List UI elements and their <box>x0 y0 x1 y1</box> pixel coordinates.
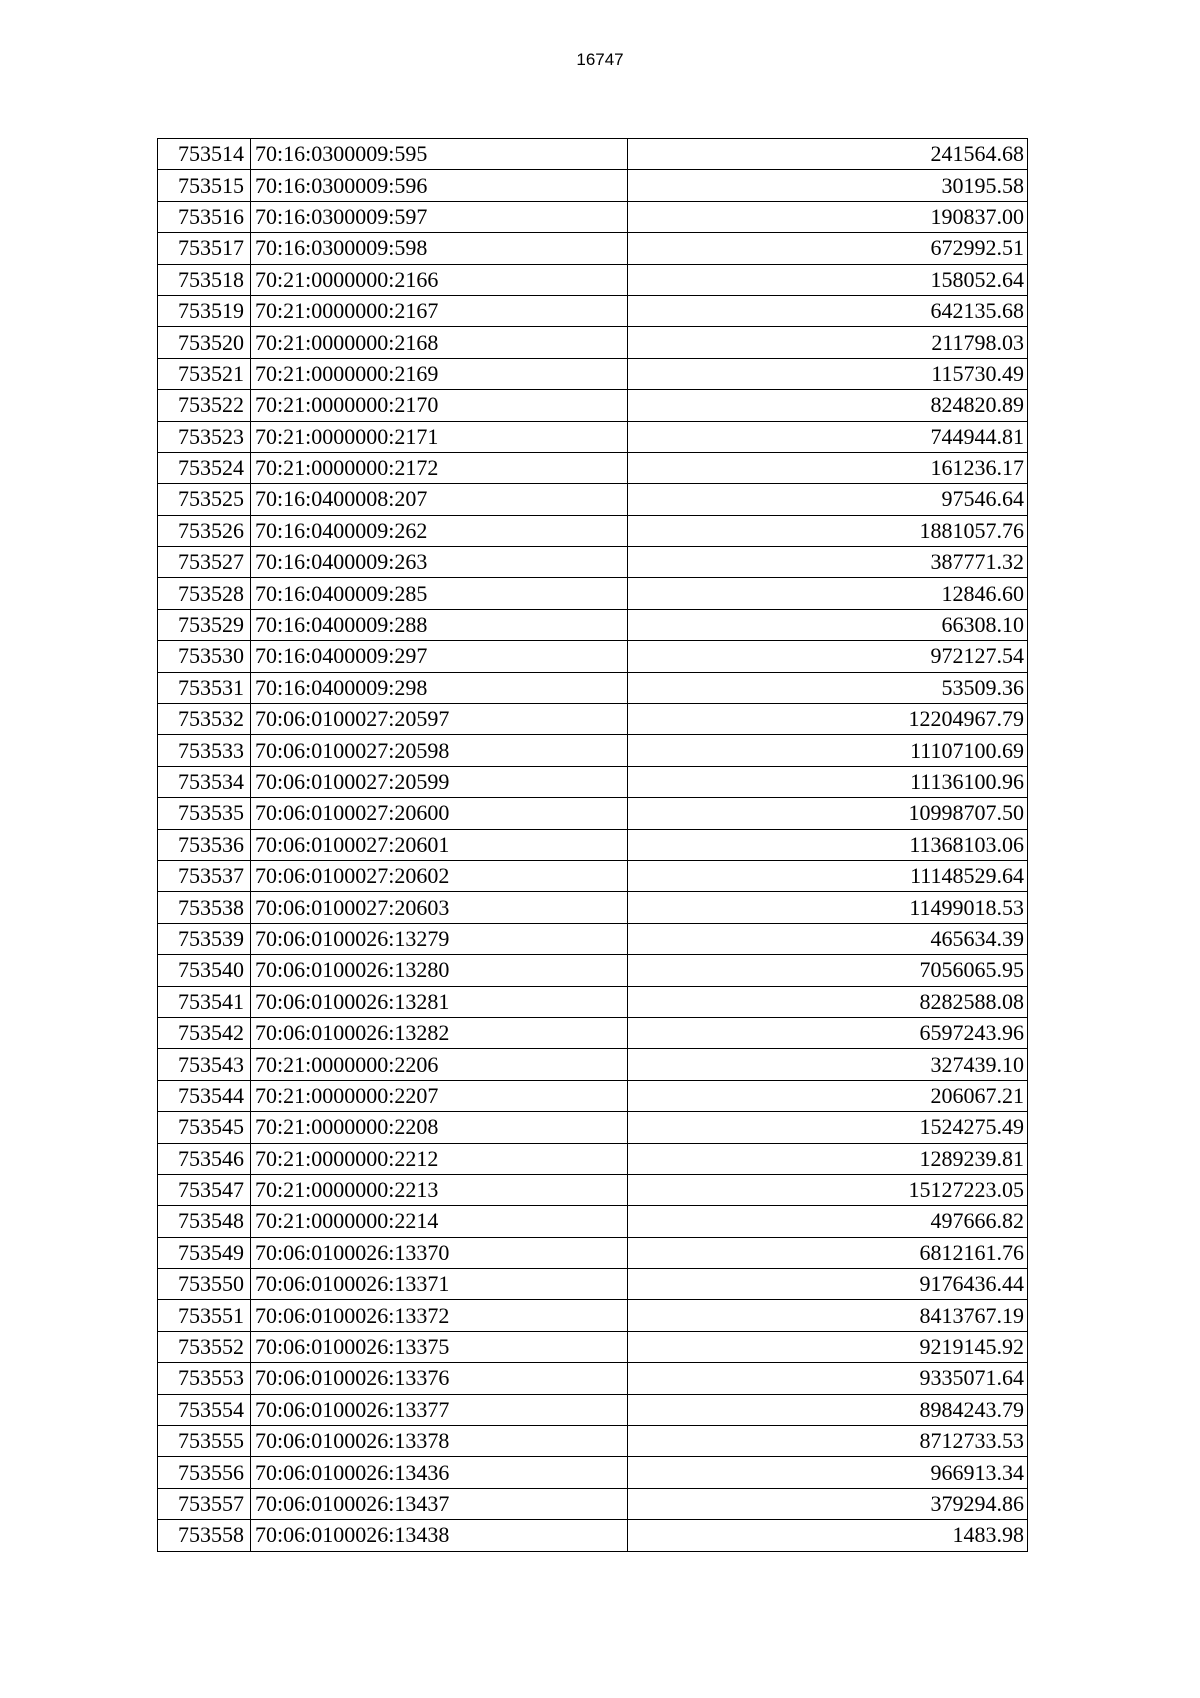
row-number-cell: 753529 <box>158 609 251 640</box>
table-row <box>158 547 1028 578</box>
value-cell: 211798.03 <box>628 327 1028 358</box>
table-row <box>158 327 1028 358</box>
value-cell: 12846.60 <box>628 578 1028 609</box>
table-row <box>158 1112 1028 1143</box>
table-row <box>158 139 1028 170</box>
value-cell: 497666.82 <box>628 1206 1028 1237</box>
value-cell: 8712733.53 <box>628 1426 1028 1457</box>
table-body <box>158 139 1028 1552</box>
table-row <box>158 421 1028 452</box>
row-number-cell: 753533 <box>158 735 251 766</box>
cadastral-number-cell: 70:06:0100027:20603 <box>251 892 628 923</box>
value-cell: 10998707.50 <box>628 798 1028 829</box>
cadastral-number-cell: 70:16:0400009:298 <box>251 672 628 703</box>
cadastral-number-cell: 70:06:0100026:13377 <box>251 1394 628 1425</box>
row-number-cell: 753536 <box>158 829 251 860</box>
value-cell: 241564.68 <box>628 139 1028 170</box>
table-row <box>158 641 1028 672</box>
cadastral-number-cell: 70:21:0000000:2213 <box>251 1174 628 1205</box>
table-row <box>158 735 1028 766</box>
row-number-cell: 753523 <box>158 421 251 452</box>
table-row <box>158 1080 1028 1111</box>
row-number-cell: 753537 <box>158 860 251 891</box>
row-number-cell: 753556 <box>158 1457 251 1488</box>
cadastral-number-cell: 70:06:0100026:13370 <box>251 1237 628 1268</box>
value-cell: 672992.51 <box>628 233 1028 264</box>
table-row <box>158 1174 1028 1205</box>
value-cell: 11107100.69 <box>628 735 1028 766</box>
table-row <box>158 1426 1028 1457</box>
value-cell: 1289239.81 <box>628 1143 1028 1174</box>
table-row <box>158 578 1028 609</box>
row-number-cell: 753530 <box>158 641 251 672</box>
table-row <box>158 955 1028 986</box>
cadastral-number-cell: 70:16:0300009:598 <box>251 233 628 264</box>
value-cell: 465634.39 <box>628 923 1028 954</box>
cadastral-number-cell: 70:06:0100027:20601 <box>251 829 628 860</box>
value-cell: 12204967.79 <box>628 704 1028 735</box>
table-row <box>158 766 1028 797</box>
row-number-cell: 753544 <box>158 1080 251 1111</box>
value-cell: 11499018.53 <box>628 892 1028 923</box>
row-number-cell: 753521 <box>158 358 251 389</box>
value-cell: 15127223.05 <box>628 1174 1028 1205</box>
row-number-cell: 753546 <box>158 1143 251 1174</box>
value-cell: 115730.49 <box>628 358 1028 389</box>
value-cell: 53509.36 <box>628 672 1028 703</box>
row-number-cell: 753520 <box>158 327 251 358</box>
value-cell: 11368103.06 <box>628 829 1028 860</box>
row-number-cell: 753543 <box>158 1049 251 1080</box>
value-cell: 744944.81 <box>628 421 1028 452</box>
row-number-cell: 753555 <box>158 1426 251 1457</box>
cadastral-number-cell: 70:21:0000000:2170 <box>251 390 628 421</box>
cadastral-number-cell: 70:06:0100027:20599 <box>251 766 628 797</box>
value-cell: 327439.10 <box>628 1049 1028 1080</box>
row-number-cell: 753554 <box>158 1394 251 1425</box>
row-number-cell: 753528 <box>158 578 251 609</box>
table-row <box>158 892 1028 923</box>
row-number-cell: 753516 <box>158 201 251 232</box>
cadastral-number-cell: 70:06:0100026:13372 <box>251 1300 628 1331</box>
row-number-cell: 753542 <box>158 1017 251 1048</box>
table-row <box>158 1017 1028 1048</box>
cadastral-number-cell: 70:06:0100027:20602 <box>251 860 628 891</box>
cadastral-number-cell: 70:21:0000000:2172 <box>251 452 628 483</box>
row-number-cell: 753534 <box>158 766 251 797</box>
table-row <box>158 1269 1028 1300</box>
cadastral-number-cell: 70:06:0100026:13375 <box>251 1331 628 1362</box>
row-number-cell: 753552 <box>158 1331 251 1362</box>
value-cell: 824820.89 <box>628 390 1028 421</box>
value-cell: 190837.00 <box>628 201 1028 232</box>
cadastral-number-cell: 70:06:0100026:13279 <box>251 923 628 954</box>
cadastral-number-cell: 70:16:0400009:288 <box>251 609 628 640</box>
value-cell: 9219145.92 <box>628 1331 1028 1362</box>
row-number-cell: 753541 <box>158 986 251 1017</box>
row-number-cell: 753524 <box>158 452 251 483</box>
cadastral-number-cell: 70:21:0000000:2168 <box>251 327 628 358</box>
value-cell: 966913.34 <box>628 1457 1028 1488</box>
row-number-cell: 753549 <box>158 1237 251 1268</box>
table-row <box>158 1143 1028 1174</box>
value-cell: 387771.32 <box>628 547 1028 578</box>
value-cell: 642135.68 <box>628 295 1028 326</box>
value-cell: 379294.86 <box>628 1488 1028 1519</box>
cadastral-number-cell: 70:06:0100026:13281 <box>251 986 628 1017</box>
row-number-cell: 753558 <box>158 1520 251 1551</box>
table-row <box>158 1363 1028 1394</box>
cadastral-number-cell: 70:16:0300009:597 <box>251 201 628 232</box>
cadastral-number-cell: 70:21:0000000:2206 <box>251 1049 628 1080</box>
cadastral-number-cell: 70:06:0100027:20598 <box>251 735 628 766</box>
table-row <box>158 264 1028 295</box>
table-row <box>158 201 1028 232</box>
table-row <box>158 295 1028 326</box>
cadastral-number-cell: 70:16:0400009:297 <box>251 641 628 672</box>
value-cell: 11136100.96 <box>628 766 1028 797</box>
table-row <box>158 358 1028 389</box>
page-number: 16747 <box>576 50 624 69</box>
cadastral-number-cell: 70:16:0400009:262 <box>251 515 628 546</box>
value-cell: 1524275.49 <box>628 1112 1028 1143</box>
table-row <box>158 170 1028 201</box>
cadastral-number-cell: 70:06:0100026:13437 <box>251 1488 628 1519</box>
row-number-cell: 753545 <box>158 1112 251 1143</box>
value-cell: 158052.64 <box>628 264 1028 295</box>
value-cell: 972127.54 <box>628 641 1028 672</box>
cadastral-number-cell: 70:06:0100026:13282 <box>251 1017 628 1048</box>
cadastral-number-cell: 70:21:0000000:2208 <box>251 1112 628 1143</box>
row-number-cell: 753527 <box>158 547 251 578</box>
row-number-cell: 753519 <box>158 295 251 326</box>
cadastral-number-cell: 70:06:0100026:13376 <box>251 1363 628 1394</box>
cadastral-number-cell: 70:06:0100026:13371 <box>251 1269 628 1300</box>
cadastral-number-cell: 70:21:0000000:2166 <box>251 264 628 295</box>
row-number-cell: 753557 <box>158 1488 251 1519</box>
table-row <box>158 1520 1028 1551</box>
row-number-cell: 753553 <box>158 1363 251 1394</box>
value-cell: 6812161.76 <box>628 1237 1028 1268</box>
value-cell: 8282588.08 <box>628 986 1028 1017</box>
value-cell: 11148529.64 <box>628 860 1028 891</box>
row-number-cell: 753522 <box>158 390 251 421</box>
table-row <box>158 1300 1028 1331</box>
cadastral-number-cell: 70:16:0400009:263 <box>251 547 628 578</box>
cadastral-number-cell: 70:16:0400009:285 <box>251 578 628 609</box>
table-row <box>158 1488 1028 1519</box>
cadastral-number-cell: 70:06:0100027:20600 <box>251 798 628 829</box>
table-row <box>158 484 1028 515</box>
row-number-cell: 753518 <box>158 264 251 295</box>
table-row <box>158 860 1028 891</box>
cadastral-number-cell: 70:16:0400008:207 <box>251 484 628 515</box>
value-cell: 1881057.76 <box>628 515 1028 546</box>
table-row <box>158 233 1028 264</box>
table-row <box>158 1394 1028 1425</box>
table-row <box>158 609 1028 640</box>
value-cell: 9176436.44 <box>628 1269 1028 1300</box>
value-cell: 8413767.19 <box>628 1300 1028 1331</box>
value-cell: 9335071.64 <box>628 1363 1028 1394</box>
table-row <box>158 798 1028 829</box>
value-cell: 30195.58 <box>628 170 1028 201</box>
value-cell: 97546.64 <box>628 484 1028 515</box>
table-row <box>158 672 1028 703</box>
row-number-cell: 753532 <box>158 704 251 735</box>
row-number-cell: 753514 <box>158 139 251 170</box>
cadastral-number-cell: 70:21:0000000:2169 <box>251 358 628 389</box>
row-number-cell: 753535 <box>158 798 251 829</box>
row-number-cell: 753539 <box>158 923 251 954</box>
cadastral-number-cell: 70:21:0000000:2214 <box>251 1206 628 1237</box>
table-row <box>158 1237 1028 1268</box>
table-row <box>158 452 1028 483</box>
row-number-cell: 753550 <box>158 1269 251 1300</box>
cadastral-number-cell: 70:21:0000000:2207 <box>251 1080 628 1111</box>
value-cell: 7056065.95 <box>628 955 1028 986</box>
cadastral-number-cell: 70:06:0100026:13280 <box>251 955 628 986</box>
table-row <box>158 1331 1028 1362</box>
row-number-cell: 753515 <box>158 170 251 201</box>
row-number-cell: 753548 <box>158 1206 251 1237</box>
value-cell: 6597243.96 <box>628 1017 1028 1048</box>
cadastral-number-cell: 70:16:0300009:596 <box>251 170 628 201</box>
table-row <box>158 704 1028 735</box>
row-number-cell: 753551 <box>158 1300 251 1331</box>
table-row <box>158 515 1028 546</box>
row-number-cell: 753525 <box>158 484 251 515</box>
table-row <box>158 1206 1028 1237</box>
value-cell: 8984243.79 <box>628 1394 1028 1425</box>
row-number-cell: 753526 <box>158 515 251 546</box>
cadastral-number-cell: 70:21:0000000:2167 <box>251 295 628 326</box>
table-row <box>158 1457 1028 1488</box>
cadastral-number-cell: 70:06:0100027:20597 <box>251 704 628 735</box>
value-cell: 1483.98 <box>628 1520 1028 1551</box>
row-number-cell: 753531 <box>158 672 251 703</box>
table-row <box>158 390 1028 421</box>
row-number-cell: 753517 <box>158 233 251 264</box>
cadastral-value-table <box>157 138 1028 1552</box>
cadastral-number-cell: 70:21:0000000:2212 <box>251 1143 628 1174</box>
cadastral-number-cell: 70:21:0000000:2171 <box>251 421 628 452</box>
table-row <box>158 986 1028 1017</box>
table-row <box>158 829 1028 860</box>
value-cell: 161236.17 <box>628 452 1028 483</box>
row-number-cell: 753547 <box>158 1174 251 1205</box>
table-row <box>158 1049 1028 1080</box>
row-number-cell: 753540 <box>158 955 251 986</box>
value-cell: 66308.10 <box>628 609 1028 640</box>
cadastral-number-cell: 70:06:0100026:13438 <box>251 1520 628 1551</box>
row-number-cell: 753538 <box>158 892 251 923</box>
cadastral-number-cell: 70:16:0300009:595 <box>251 139 628 170</box>
cadastral-number-cell: 70:06:0100026:13436 <box>251 1457 628 1488</box>
value-cell: 206067.21 <box>628 1080 1028 1111</box>
table-row <box>158 923 1028 954</box>
cadastral-number-cell: 70:06:0100026:13378 <box>251 1426 628 1457</box>
